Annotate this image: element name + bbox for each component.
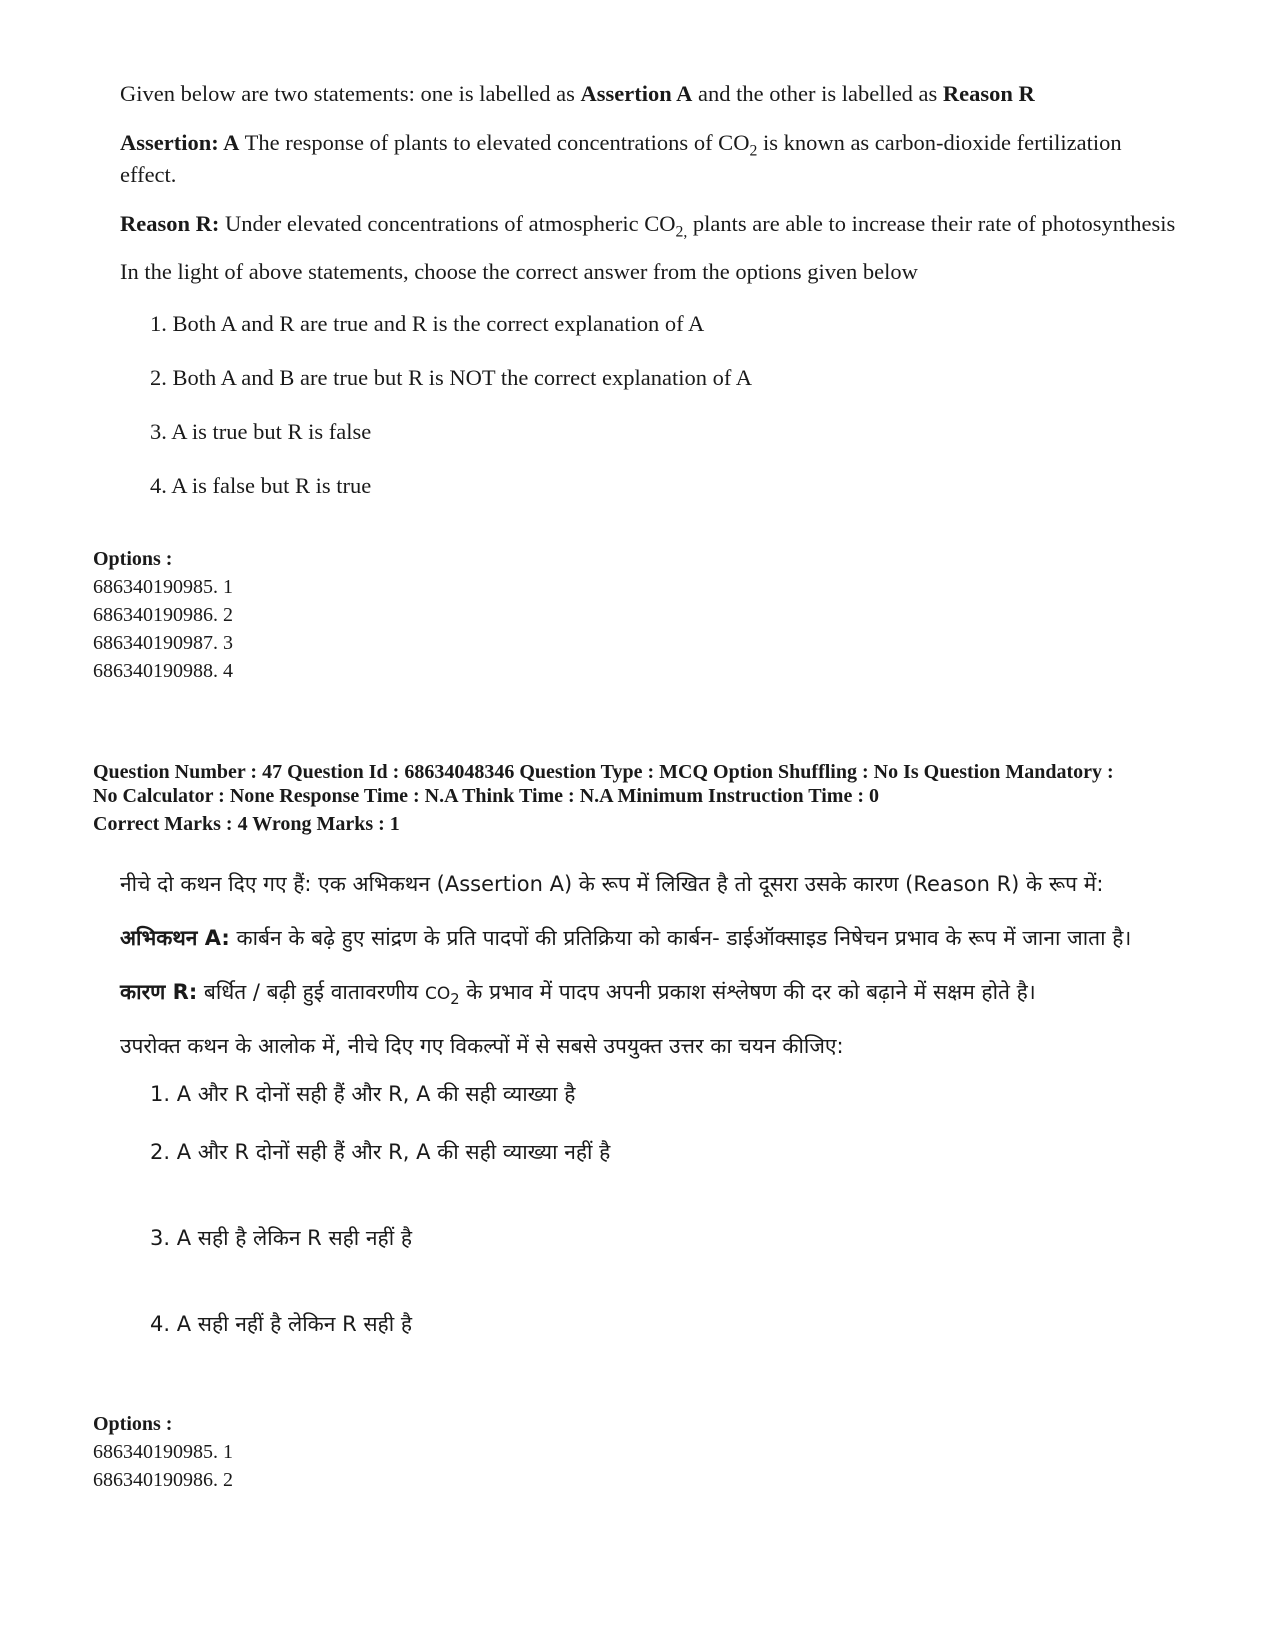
option-id-row: 686340190987. 3 (93, 632, 233, 654)
options-block-1 (93, 545, 233, 685)
options-block-2 (93, 1410, 233, 1494)
option-id-row: 686340190985. 1 (93, 1441, 233, 1463)
intro-middle: and the other is labelled as (692, 81, 943, 106)
english-reason (120, 208, 1180, 240)
option-id-row: 686340190985. 1 (93, 576, 233, 598)
question-marks: Correct Marks : 4 Wrong Marks : 1 (93, 813, 400, 835)
options-heading: Options : (93, 548, 173, 570)
hindi-question (120, 868, 1180, 1348)
english-choice: 3. A is true but R is false (150, 419, 372, 444)
assertion-subscript: 2 (749, 142, 758, 160)
assertion-text-1: The response of plants to elevated concentrations of CO (239, 130, 750, 155)
option-id-row: 686340190986. 2 (93, 604, 233, 626)
reason-text-1: Under elevated concentrations of atmospheric CO (219, 211, 676, 236)
hindi-reason-subscript: 2 (450, 991, 460, 1009)
hindi-reason-text-1: बर्धित / बढ़ी हुई वातावरणीय (197, 980, 425, 1004)
hindi-assertion-label: अभिकथन A: (120, 926, 230, 950)
intro-prefix: Given below are two statements: one is labelled as (120, 81, 581, 106)
hindi-choice: 3. A सही है लेकिन R सही नहीं है (150, 1226, 412, 1250)
option-id-row: 686340190988. 4 (93, 660, 233, 682)
reason-subscript: 2, (675, 223, 688, 241)
hindi-assertion-text: कार्बन के बढ़े हुए सांद्रण के प्रति पादपों की प्रतिक्रिया को कार्बन- डाईऑक्साइड निषेचन प्रभाव के रूप में जाना जाता है। (229, 926, 1132, 950)
english-choice: 1. Both A and R are true and R is the correct explanation of A (150, 311, 705, 336)
hindi-reason-co2: CO (424, 984, 451, 1004)
english-question (120, 78, 1180, 524)
english-choice: 2. Both A and B are true but R is NOT the correct explanation of A (150, 365, 752, 390)
hindi-choice-list (120, 1078, 1180, 1348)
reason-text-2: plants are able to increase their rate of photosynthesis (687, 211, 1176, 236)
hindi-assertion (120, 922, 1180, 954)
hindi-instruction: उपरोक्त कथन के आलोक में, नीचे दिए गए विकल्पों में से सबसे उपयुक्त उत्तर का चयन कीजिए: (120, 1034, 844, 1058)
option-id-row: 686340190986. 2 (93, 1469, 233, 1491)
question-header (93, 760, 1213, 836)
question-header-line-2: No Calculator : None Response Time : N.A Think Time : N.A Minimum Instruction Time : 0 (93, 785, 879, 807)
hindi-intro: नीचे दो कथन दिए गए हैं: एक अभिकथन (Assertion A) के रूप में लिखित है तो दूसरा उसके कारण (Reason R) के रूप में: (120, 872, 1104, 896)
hindi-reason-text-2: के प्रभाव में पादप अपनी प्रकाश संश्लेषण की दर को बढ़ाने में सक्षम होते है। (459, 980, 1036, 1004)
options-heading: Options : (93, 1413, 173, 1435)
question-header-line-1: Question Number : 47 Question Id : 68634048346 Question Type : MCQ Option Shuffling : No Is Question Mandatory : (93, 761, 1114, 783)
reason-label: Reason R: (120, 211, 220, 236)
hindi-reason (120, 976, 1180, 1010)
assertion-label: Assertion: A (120, 130, 240, 155)
english-intro (120, 78, 1180, 110)
hindi-reason-label: कारण R: (120, 980, 198, 1004)
english-instruction: In the light of above statements, choose the correct answer from the options given below (120, 259, 918, 284)
hindi-choice: 4. A सही नहीं है लेकिन R सही है (150, 1312, 412, 1336)
hindi-choice: 1. A और R दोनों सही हैं और R, A की सही व्याख्या है (150, 1082, 576, 1106)
english-choice-list (120, 308, 1180, 524)
intro-assertion: Assertion A (580, 81, 693, 106)
english-assertion (120, 127, 1180, 191)
assertion-text-2: is known as carbon-dioxide fertilization effect. (120, 130, 1122, 187)
english-choice: 4. A is false but R is true (150, 473, 372, 498)
intro-reason: Reason R (942, 81, 1035, 106)
hindi-choice: 2. A और R दोनों सही हैं और R, A की सही व्याख्या नहीं है (150, 1140, 611, 1164)
